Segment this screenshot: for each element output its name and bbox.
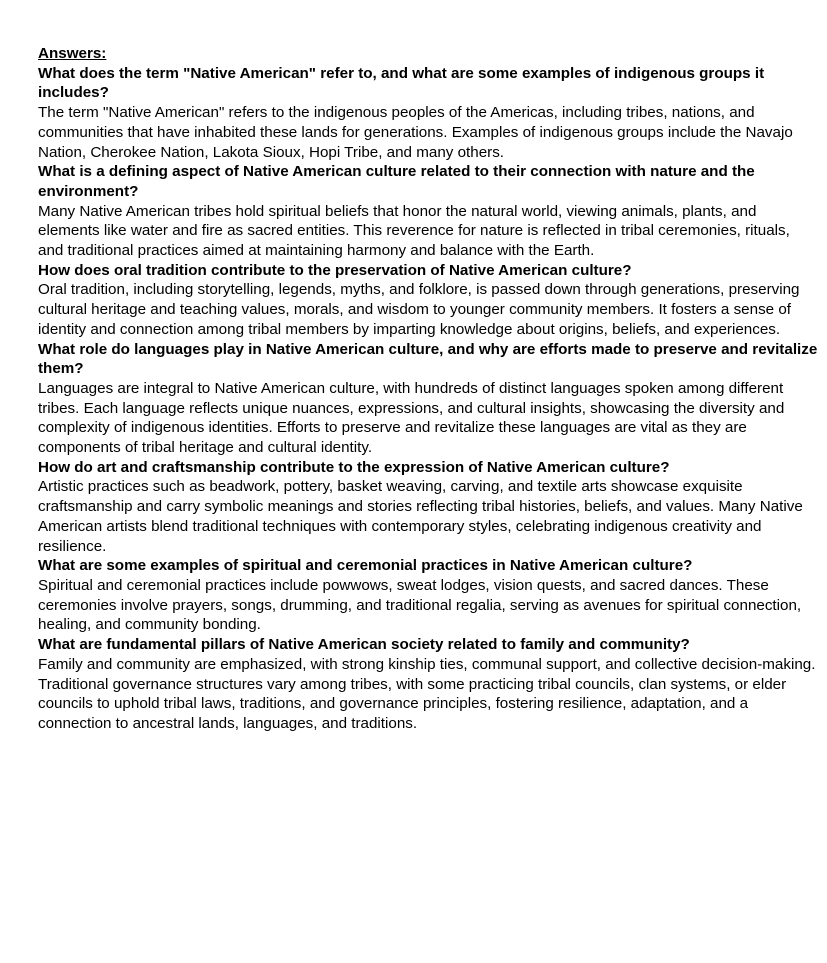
question-text: What are fundamental pillars of Native American society related to family and community? <box>38 636 690 654</box>
answer-text: Family and community are emphasized, with strong kinship ties, communal support, and collective decision-making. Traditional governance structures vary among tribes, with some practicing tribal councils, clan systems, or elder councils to uphold tribal laws, traditions, and governance principles, fostering resilience, adaptation, and a connection to ancestral lands, languages, and traditions. <box>38 655 816 732</box>
qa-item <box>38 162 818 261</box>
answer-text: Oral tradition, including storytelling, legends, myths, and folklore, is passed down through generations, preserving cultural heritage and teaching values, morals, and wisdom to younger community members. It fosters a sense of identity and connection among tribal members by imparting knowledge about origins, beliefs, and experiences. <box>38 281 800 338</box>
qa-item <box>38 64 818 163</box>
question-text: What is a defining aspect of Native American culture related to their connection with nature and the environment? <box>38 163 755 200</box>
question-text: What role do languages play in Native American culture, and why are efforts made to preserve and revitalize them? <box>38 340 818 378</box>
qa-item <box>38 458 818 557</box>
question-text: What does the term "Native American" refer to, and what are some examples of indigenous groups it includes? <box>38 64 765 102</box>
question-text: How do art and craftsmanship contribute to the expression of Native American culture? <box>38 458 670 476</box>
answers-heading: Answers: <box>38 45 107 62</box>
answers-document <box>38 44 818 734</box>
answer-text: Many Native American tribes hold spiritual beliefs that honor the natural world, viewing animals, plants, and elements like water and fire as sacred entities. This reverence for nature is reflected in tribal ceremonies, rituals, and traditional practices aimed at maintaining harmony and balance with the Earth. <box>38 202 790 260</box>
answer-text: Languages are integral to Native American culture, with hundreds of distinct languages spoken among different tribes. Each language reflects unique nuances, expressions, and cultural insights, showcasing the diversity and complexity of indigenous identities. Efforts to preserve and revitalize these languages are vital as they are components of tribal heritage and cultural identity. <box>38 379 785 457</box>
question-text: How does oral tradition contribute to the preservation of Native American culture? <box>38 261 632 279</box>
answer-text: The term "Native American" refers to the indigenous peoples of the Americas, including tribes, nations, and communities that have inhabited these lands for generations. Examples of indigenous groups include the Navajo Nation, Cherokee Nation, Lakota Sioux, Hopi Tribe, and many others. <box>38 104 793 161</box>
qa-item <box>38 635 818 734</box>
answer-text: Artistic practices such as beadwork, pottery, basket weaving, carving, and textile arts showcase exquisite craftsmanship and carry symbolic meanings and stories reflecting tribal histories, beliefs, and values. Many Native American artists blend traditional techniques with contemporary styles, celebrating indigenous creativity and resilience. <box>38 478 803 555</box>
qa-item <box>38 556 818 635</box>
qa-item <box>38 261 818 340</box>
answer-text: Spiritual and ceremonial practices include powwows, sweat lodges, vision quests, and sacred dances. These ceremonies involve prayers, songs, drumming, and traditional regalia, serving as avenues for spiritual connection, healing, and community bonding. <box>38 576 802 634</box>
qa-item <box>38 340 818 458</box>
question-text: What are some examples of spiritual and ceremonial practices in Native American culture? <box>38 557 693 575</box>
